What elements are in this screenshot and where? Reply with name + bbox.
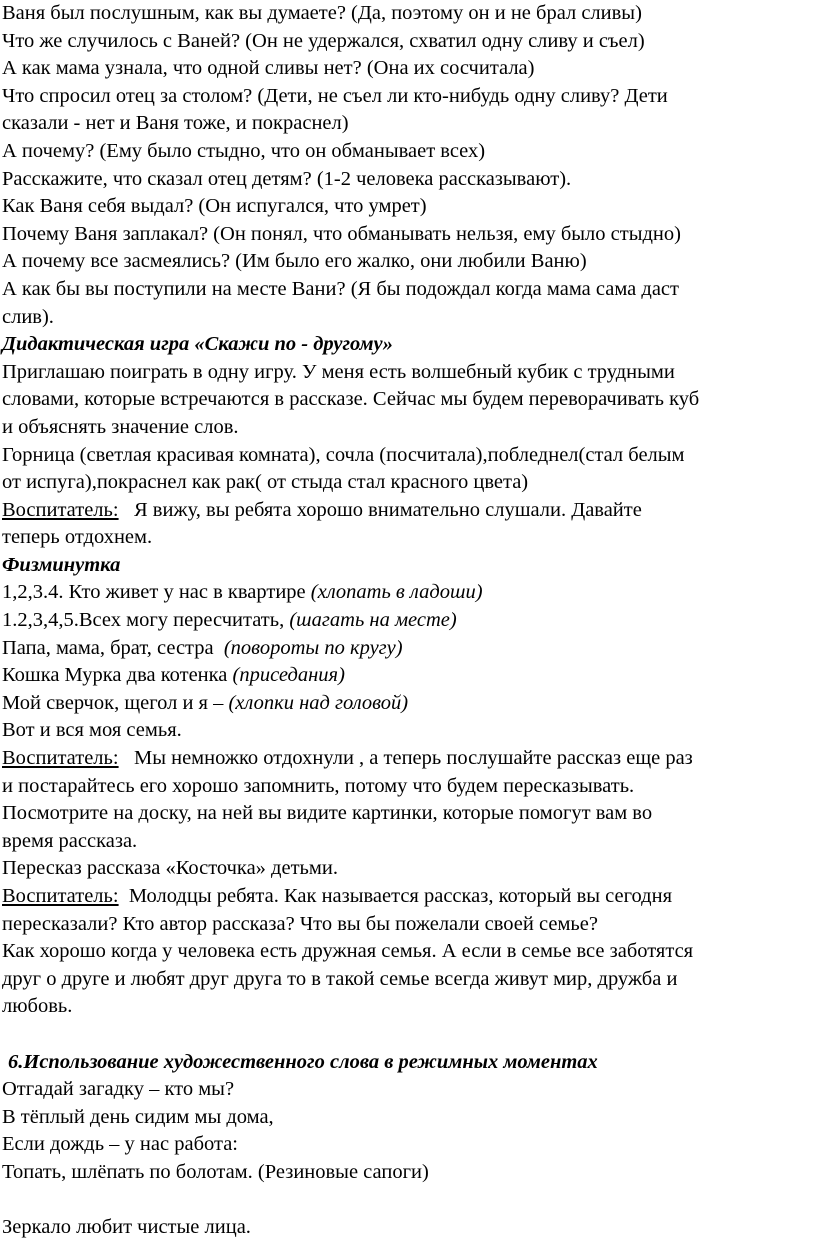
text-line: любовь. xyxy=(2,995,73,1018)
text-line: Как хорошо когда у человека есть дружная семья. А если в семье все заботятся xyxy=(2,940,694,963)
teacher-speech: Я вижу, вы ребята хорошо внимательно слушали. Давайте xyxy=(118,498,642,521)
poem-line: Вот и вся моя семья. xyxy=(2,719,182,742)
text-line: Пересказ рассказа «Косточка» детьми. xyxy=(2,857,338,880)
poem-action: (приседания) xyxy=(232,664,345,687)
poem-line xyxy=(2,635,812,663)
text-line: пересказали? Кто автор рассказа? Что вы бы пожелали своей семье? xyxy=(2,912,598,935)
text-line: Ваня был послушным, как вы думаете? (Да, поэтому он и не брал сливы) xyxy=(2,2,642,24)
text-line: Почему Ваня заплакал? (Он понял, что обманывать нельзя, ему было стыдно) xyxy=(2,222,681,245)
teacher-label: Воспитатель: xyxy=(2,885,119,907)
riddle-line: Топать, шлёпать по болотам. (Резиновые сапоги) xyxy=(2,1160,429,1183)
text-line: Что же случилось с Ваней? (Он не удержался, схватил одну сливу и съел) xyxy=(2,29,645,52)
teacher-label: Воспитатель: xyxy=(2,747,119,770)
blank-line xyxy=(2,1021,812,1049)
text-line: от испуга),покраснел как рак( от стыда стал красного цвета) xyxy=(2,471,529,494)
poem-text: 1,2,3.4. Кто живет у нас в квартире xyxy=(2,581,311,604)
text-line: А почему все засмеялись? (Им было его жалко, они любили Ваню) xyxy=(2,250,587,273)
text-line: слив). xyxy=(2,305,54,328)
riddle-line: Отгадай загадку – кто мы? xyxy=(2,1078,235,1101)
text-line: Приглашаю поиграть в одну игру. У меня есть волшебный кубик с трудными xyxy=(2,360,675,383)
closing-section xyxy=(2,883,812,1021)
riddle-line: В тёплый день сидим мы дома, xyxy=(2,1105,274,1128)
retell-section xyxy=(2,745,812,883)
riddle-line: Зеркало любит чистые лица. xyxy=(2,1216,251,1239)
fizminutka-heading: Физминутка xyxy=(2,553,121,576)
poem-action: (повороты по кругу) xyxy=(223,636,403,659)
didactic-game-section xyxy=(2,331,812,552)
text-line: Расскажите, что сказал отец детям? (1-2 человека рассказывают). xyxy=(2,167,572,190)
teacher-line xyxy=(2,883,812,911)
top-paragraph xyxy=(2,0,812,331)
teacher-speech: Мы немножко отдохнули , а теперь послушайте рассказ еще раз xyxy=(118,747,693,770)
text-line: Что спросил отец за столом? (Дети, не съел ли кто-нибудь одну сливу? Дети xyxy=(2,84,668,107)
riddle-line: Если дождь – у нас работа: xyxy=(2,1133,238,1156)
poem-text: Кошка Мурка два котенка xyxy=(2,664,233,687)
poem-action: (хлопки над головой) xyxy=(228,691,409,714)
text-line: и объяснять значение слов. xyxy=(2,415,239,438)
teacher-label: Воспитатель: xyxy=(2,498,119,521)
teacher-speech: Молодцы ребята. Как называется рассказ, который вы сегодня xyxy=(118,885,672,907)
text-line: сказали - нет и Ваня тоже, и покраснел) xyxy=(2,112,349,135)
text-line: друг о друге и любят друг друга то в такой семье всегда живут мир, дружба и xyxy=(2,967,678,990)
poem-text: Мой сверчок, щегол и я – xyxy=(2,691,229,714)
teacher-line xyxy=(2,745,812,773)
didactic-game-heading: Дидактическая игра «Скажи по - другому» xyxy=(2,333,393,356)
text-line: Горница (светлая красивая комната), сочла (посчитала),побледнел(стал белым xyxy=(2,443,685,466)
poem-action: (хлопать в ладоши) xyxy=(310,581,483,604)
section-6-heading: 6.Использование художественного слова в режимных моментах xyxy=(8,1050,598,1073)
teacher-line xyxy=(2,497,812,525)
poem-line xyxy=(2,579,812,607)
text-line: и постарайтесь его хорошо запомнить, потому что будем пересказывать. xyxy=(2,774,635,797)
poem-line xyxy=(2,607,812,635)
poem-text: Папа, мама, брат, сестра xyxy=(2,636,224,659)
document-page xyxy=(2,0,812,1242)
poem-line xyxy=(2,690,812,718)
poem-text: 1.2,3,4,5.Всех могу пересчитать, xyxy=(2,609,290,632)
text-line: Посмотрите на доску, на ней вы видите картинки, которые помогут вам во xyxy=(2,802,653,825)
text-line: словами, которые встречаются в рассказе. Сейчас мы будем переворачивать куб xyxy=(2,388,700,411)
text-line: А почему? (Ему было стыдно, что он обманывает всех) xyxy=(2,139,486,162)
text-line: время рассказа. xyxy=(2,829,138,852)
text-line: А как мама узнала, что одной сливы нет? (Она их сосчитала) xyxy=(2,57,535,80)
text-line: теперь отдохнем. xyxy=(2,526,153,549)
blank-line xyxy=(2,1187,812,1215)
text-line: Как Ваня себя выдал? (Он испугался, что умрет) xyxy=(2,195,427,218)
section-6 xyxy=(2,1049,812,1242)
fizminutka-section xyxy=(2,552,812,745)
poem-line xyxy=(2,662,812,690)
text-line: А как бы вы поступили на месте Вани? (Я бы подождал когда мама сама даст xyxy=(2,277,679,300)
poem-action: (шагать на месте) xyxy=(289,609,457,632)
